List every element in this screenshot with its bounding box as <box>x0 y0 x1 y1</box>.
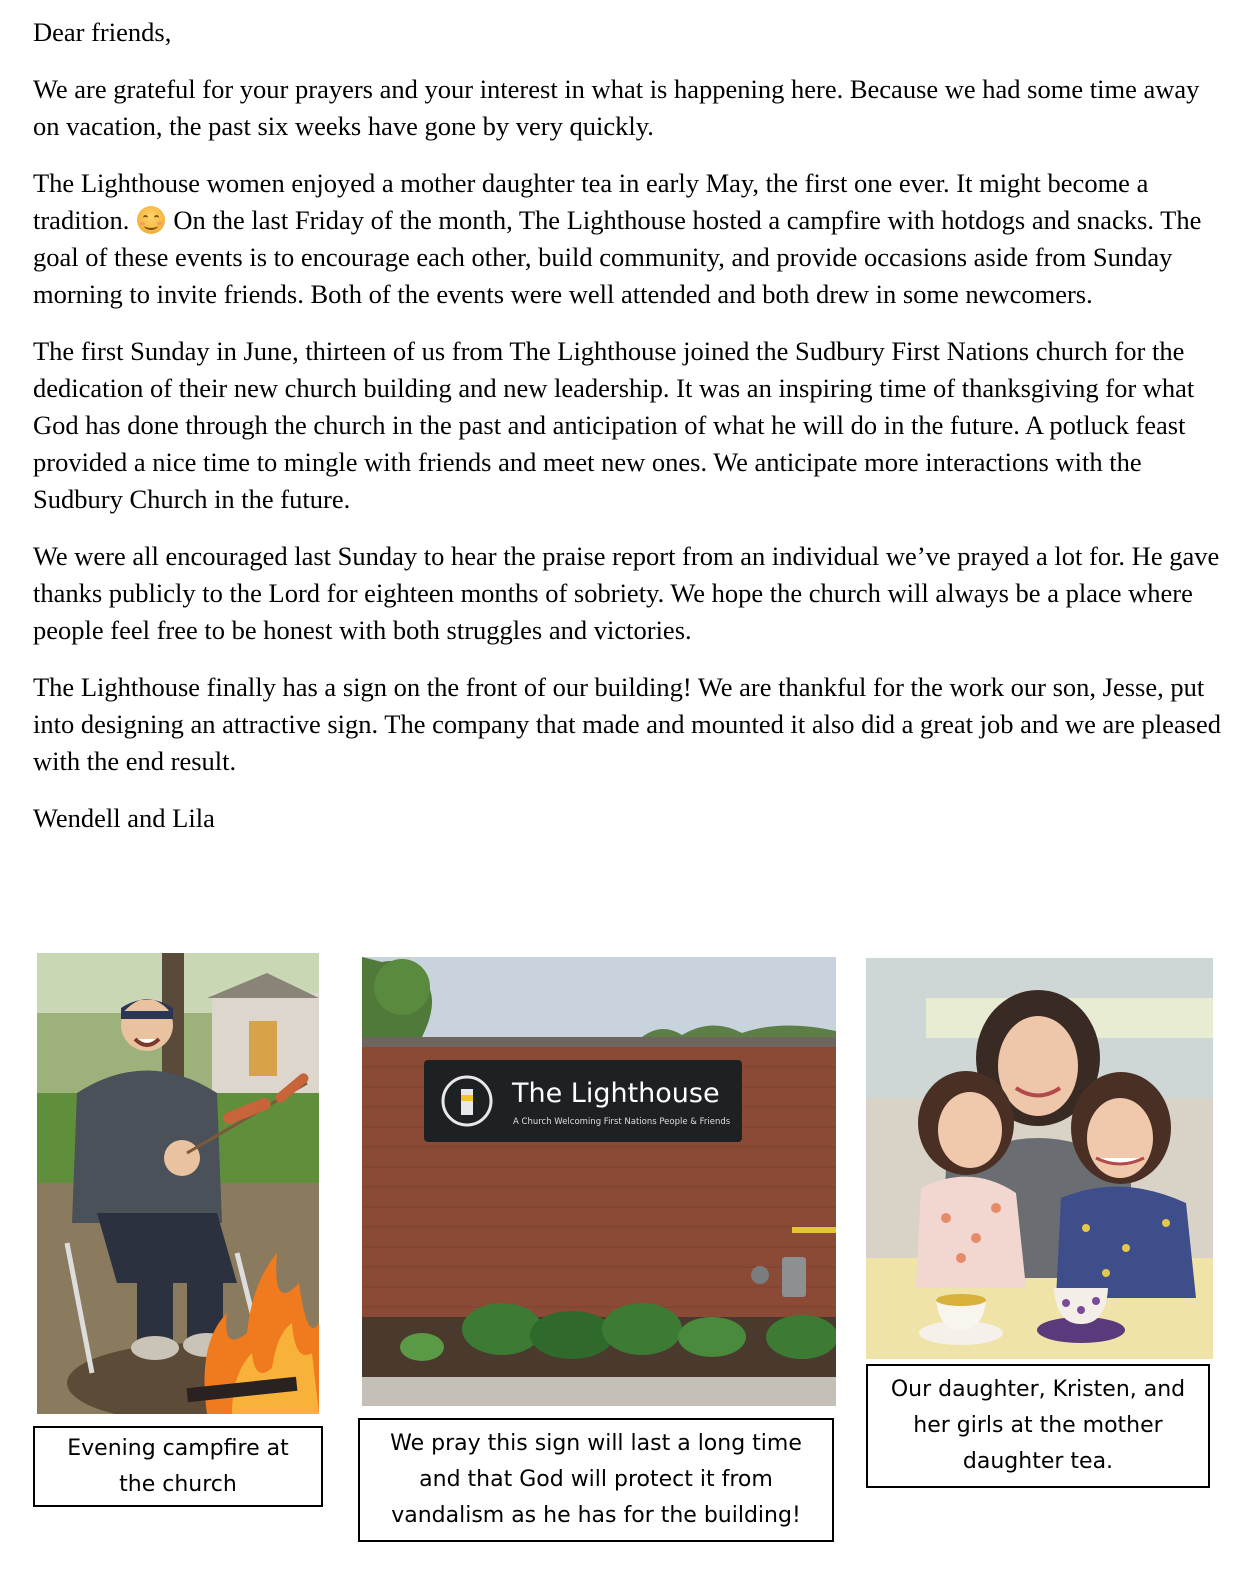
sign-caption: We pray this sign will last a long time and that God will protect it from vandalism as he has for the building! <box>358 1418 834 1542</box>
campfire-photo <box>37 953 319 1414</box>
paragraph-dedication: The first Sunday in June, thirteen of us from The Lighthouse joined the Sudbury First Nations church for the dedication of their new church building and new leadership. It was an inspiring time of thanksgiving for what God has done through the church in the past and anticipation of what he will do in the future. A potluck feast provided a nice time to mingle with friends and meet new ones. We anticipate more interactions with the Sudbury Church in the future. <box>33 336 1195 514</box>
letter-body <box>33 14 1228 857</box>
greeting: Dear friends, <box>33 17 172 47</box>
smiling-face-icon <box>137 206 165 234</box>
signature: Wendell and Lila <box>33 803 215 833</box>
tea-caption: Our daughter, Kristen, and her girls at the mother daughter tea. <box>866 1364 1210 1488</box>
paragraph-grateful: We are grateful for your prayers and your interest in what is happening here. Because we had some time away on vacation, the past six weeks have gone by very quickly. <box>33 74 1200 141</box>
tea-photo <box>866 958 1213 1359</box>
sign-title: The Lighthouse <box>512 1078 720 1109</box>
paragraph-sign: The Lighthouse finally has a sign on the front of our building! We are thankful for the work our son, Jesse, put into designing an attractive sign. The company that made and mounted it also did a great job and we are pleased with the end result. <box>33 672 1221 776</box>
events-text-b: On the last Friday of the month, The Lighthouse hosted a campfire with hotdogs and snacks. The goal of these events is to encourage each other, build community, and provide occasions aside from Sunday morning to invite friends. Both of the events were well attended and both drew in some newcomers. <box>33 205 1202 309</box>
paragraph-events <box>33 165 1228 313</box>
sign-subtitle: A Church Welcoming First Nations People & Friends <box>513 1117 731 1127</box>
sign-photo <box>362 957 836 1406</box>
paragraph-praise: We were all encouraged last Sunday to hear the praise report from an individual we’ve prayed a lot for. He gave thanks publicly to the Lord for eighteen months of sobriety. We hope the church will always be a place where people feel free to be honest with both struggles and victories. <box>33 541 1220 645</box>
events-text-a: The Lighthouse women enjoyed a mother daughter tea in early May, the first one ever. It might become a tradition. <box>33 168 1149 235</box>
campfire-caption: Evening campfire at the church <box>33 1426 323 1507</box>
